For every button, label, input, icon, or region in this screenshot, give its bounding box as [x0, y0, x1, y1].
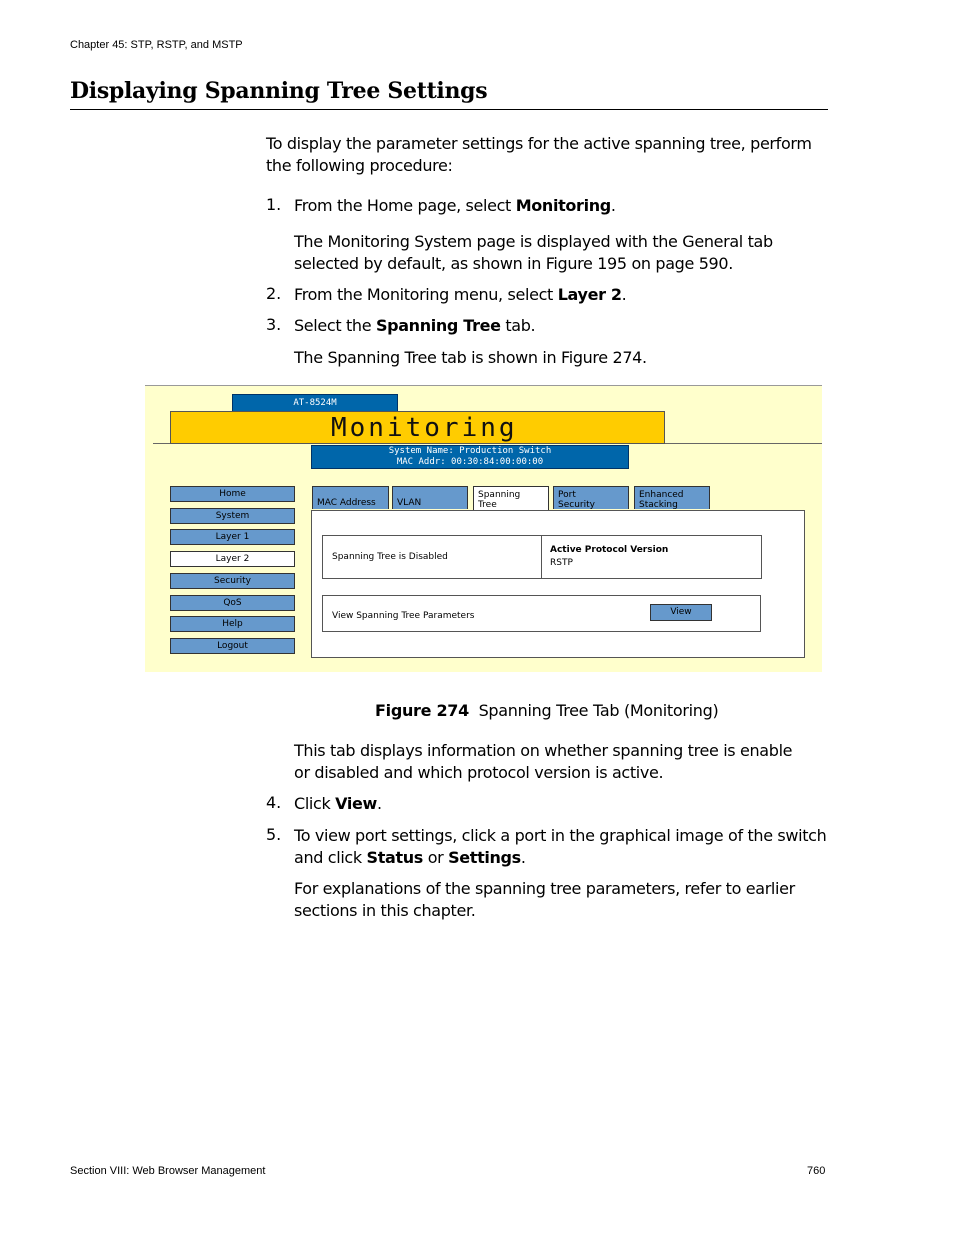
- protocol-label: Active Protocol Version: [550, 545, 669, 555]
- running-header: Chapter 45: STP, RSTP, and MSTP: [70, 39, 243, 51]
- nav-home-button[interactable]: Home: [170, 486, 295, 502]
- nav-security-button[interactable]: Security: [170, 573, 295, 589]
- tab-mac-address[interactable]: MAC Address: [312, 486, 389, 509]
- nav-layer2-button[interactable]: Layer 2: [170, 551, 295, 567]
- nav-logout-button[interactable]: Logout: [170, 638, 295, 654]
- tab-content-panel: [311, 510, 805, 658]
- step-number: 5.: [266, 825, 282, 844]
- page-number: 760: [807, 1165, 826, 1177]
- protocol-box: [541, 535, 762, 579]
- protocol-value: RSTP: [550, 558, 573, 568]
- step-5-note: For explanations of the spanning tree parameters, refer to earlier sections in this chapter.: [294, 879, 795, 920]
- monitoring-banner: Monitoring: [170, 411, 665, 444]
- nav-layer1-button[interactable]: Layer 1: [170, 529, 295, 545]
- system-info-bar: System Name: Production Switch MAC Addr: 00:30:84:00:00:00: [311, 445, 629, 469]
- view-button[interactable]: View: [650, 604, 712, 621]
- status-box: [322, 535, 542, 579]
- nav-system-button[interactable]: System: [170, 508, 295, 524]
- step-1-note: The Monitoring System page is displayed with the General tab selected by default, as shown in Figure 195 on page 590.: [294, 232, 773, 273]
- status-text: Spanning Tree is Disabled: [332, 552, 448, 562]
- title-rule: [70, 109, 828, 110]
- tab-enhanced-stacking[interactable]: Enhanced Stacking: [634, 486, 710, 509]
- model-label: AT-8524M: [232, 394, 398, 412]
- footer-section: Section VIII: Web Browser Management: [70, 1165, 266, 1177]
- step-2: From the Monitoring menu, select Layer 2.: [294, 285, 627, 304]
- view-parameters-label: View Spanning Tree Parameters: [332, 611, 475, 621]
- step-4: Click View.: [294, 794, 382, 813]
- step-number: 4.: [266, 793, 282, 812]
- tab-port-security[interactable]: Port Security: [553, 486, 629, 509]
- section-title: Displaying Spanning Tree Settings: [70, 78, 488, 104]
- tab-spanning-tree[interactable]: Spanning Tree: [473, 486, 549, 512]
- figure-screenshot: [145, 385, 822, 672]
- step-3: Select the Spanning Tree tab.: [294, 316, 536, 335]
- step-number: 2.: [266, 284, 282, 303]
- after-figure-paragraph: This tab displays information on whether spanning tree is enable or disabled and which protocol version is active.: [294, 741, 793, 782]
- step-number: 1.: [266, 195, 282, 214]
- intro-paragraph: To display the parameter settings for the active spanning tree, perform the following procedure:: [266, 134, 812, 175]
- step-3-note: The Spanning Tree tab is shown in Figure 274.: [294, 348, 647, 367]
- figure-caption: Figure 274 Spanning Tree Tab (Monitoring): [375, 701, 719, 720]
- nav-qos-button[interactable]: QoS: [170, 595, 295, 611]
- step-5: To view port settings, click a port in the graphical image of the switch and click Status or Settings.: [294, 826, 827, 867]
- nav-help-button[interactable]: Help: [170, 616, 295, 632]
- tab-vlan[interactable]: VLAN: [392, 486, 468, 509]
- step-number: 3.: [266, 315, 282, 334]
- step-1: From the Home page, select Monitoring.: [294, 196, 616, 215]
